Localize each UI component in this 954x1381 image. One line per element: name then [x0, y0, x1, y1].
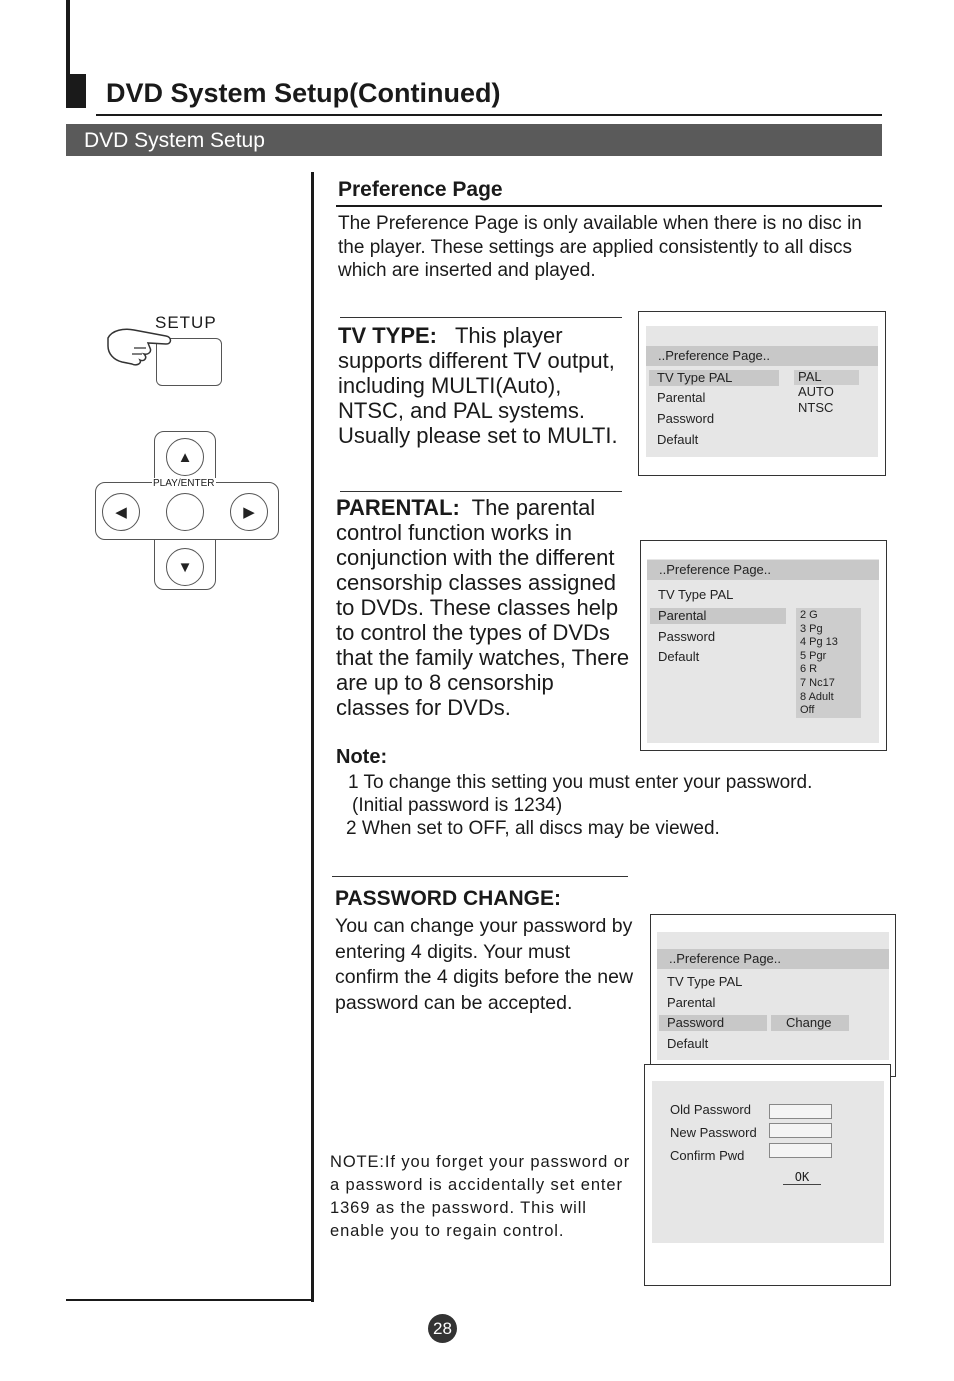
tv-type-text: This player supports different TV output, including MULTI(Auto), NTSC, and PAL systems. Usually please set to MULTI. — [338, 323, 618, 448]
osd-parental-option[interactable]: 6 R — [800, 663, 818, 676]
parental-rule — [340, 491, 622, 492]
password-rule — [332, 876, 628, 877]
password-dialog — [652, 1081, 884, 1243]
old-password-field[interactable] — [769, 1104, 832, 1119]
column-divider — [311, 172, 314, 1302]
osd-tv-option-ntsc[interactable]: NTSC — [798, 400, 834, 415]
osd-password-row[interactable]: Password — [659, 1015, 767, 1031]
osd-page-title: ..Preference Page.. — [657, 949, 889, 969]
osd-parental-options — [800, 609, 838, 718]
play-enter-label: PLAY/ENTER — [153, 478, 215, 489]
dpad — [94, 430, 280, 592]
bottom-rule — [66, 1299, 314, 1301]
osd-password-row[interactable]: Password — [658, 629, 716, 644]
title-underline — [96, 114, 882, 116]
new-password-field[interactable] — [769, 1123, 832, 1138]
osd-parental-option[interactable]: Off — [800, 704, 815, 717]
forgot-password-note: NOTE:If you forget your password or a password is accidentally set enter 1369 as the password. This will enable you to regain control. — [330, 1153, 631, 1240]
osd-parental-row[interactable]: Parental — [667, 995, 716, 1010]
parental-label: PARENTAL: — [336, 495, 460, 520]
osd-parental-option[interactable]: 3 Pg — [800, 622, 823, 635]
page-number: 28 — [428, 1314, 457, 1343]
play-enter-button[interactable] — [166, 493, 204, 531]
dpad-right-button[interactable]: ▶ — [230, 493, 268, 531]
osd-tv-type-frame — [638, 311, 886, 476]
osd-password-frame — [650, 914, 896, 1077]
page-title: DVD System Setup(Continued) — [106, 78, 501, 108]
pointing-hand-icon — [104, 322, 176, 366]
osd-parental-option[interactable]: 2 G — [800, 609, 818, 621]
osd-parental-option[interactable]: 7 Nc17 — [800, 676, 835, 689]
osd-page-title: ..Preference Page.. — [647, 560, 879, 580]
osd-parental-option[interactable]: 4 Pg 13 — [800, 636, 838, 649]
osd-tv-type-row[interactable]: TV Type PAL — [667, 974, 743, 989]
osd-password-screen — [657, 932, 889, 1060]
osd-tv-option-pal[interactable]: PAL — [798, 369, 822, 384]
note-heading: Note: — [336, 746, 388, 768]
ok-button[interactable]: OK — [783, 1170, 821, 1185]
confirm-password-label: Confirm Pwd — [670, 1148, 745, 1163]
osd-password-row[interactable]: Password — [657, 411, 715, 426]
preference-intro: The Preference Page is only available when there is no disc in the player. These settings are applied consistently to all discs which are inserted and played. — [338, 213, 862, 281]
section-bar: DVD System Setup — [66, 124, 882, 156]
osd-tv-type-row[interactable]: TV Type PAL — [649, 370, 779, 386]
preference-heading: Preference Page — [338, 178, 503, 201]
osd-parental-option[interactable]: 5 Pgr — [800, 649, 827, 662]
osd-default-row[interactable]: Default — [657, 432, 699, 447]
password-description: You can change your password by entering 4 digits. Your must confirm the 4 digits before the new password can be accepted. — [335, 915, 634, 1014]
osd-tv-type-row[interactable]: TV Type PAL — [658, 587, 734, 602]
old-password-label: Old Password — [670, 1102, 751, 1117]
confirm-password-field[interactable] — [769, 1143, 832, 1158]
password-heading: PASSWORD CHANGE: — [335, 887, 561, 910]
note-line-3: 2 When set to OFF, all discs may be viewed. — [346, 818, 720, 839]
preference-underline — [336, 205, 882, 207]
tv-type-label: TV TYPE: — [338, 323, 438, 348]
osd-parental-option[interactable]: 8 Adult — [800, 690, 834, 703]
new-password-label: New Password — [670, 1125, 757, 1140]
osd-tv-type-screen — [646, 326, 878, 457]
dpad-up-button[interactable]: ▲ — [166, 438, 204, 476]
osd-parental-screen — [647, 559, 879, 743]
osd-parental-row[interactable]: Parental — [650, 608, 786, 624]
osd-page-title: ..Preference Page.. — [646, 346, 878, 366]
dpad-down-button[interactable]: ▼ — [166, 548, 204, 586]
dpad-left-button[interactable]: ◀ — [102, 493, 140, 531]
osd-tv-option-auto[interactable]: AUTO — [798, 384, 834, 399]
tv-type-description — [338, 323, 630, 448]
parental-description — [336, 495, 632, 720]
note-line-2: (Initial password is 1234) — [352, 795, 563, 816]
note-line-1: 1 To change this setting you must enter your password. — [348, 772, 813, 793]
tv-type-rule — [340, 317, 622, 318]
parental-text: The parental control function works in conjunction with the different censorship classes assigned to DVDs. These classes help to control the types of DVDs that the family watches, There are up to 8 censorship classes for DVDs. — [336, 495, 630, 720]
osd-default-row[interactable]: Default — [667, 1036, 709, 1051]
password-dialog-frame — [644, 1064, 891, 1286]
setup-label: SETUP — [155, 313, 217, 332]
header-block — [66, 74, 86, 108]
osd-change-option[interactable]: Change — [771, 1015, 849, 1031]
osd-default-row[interactable]: Default — [658, 649, 700, 664]
osd-parental-frame — [640, 540, 887, 751]
osd-parental-row[interactable]: Parental — [657, 390, 706, 405]
